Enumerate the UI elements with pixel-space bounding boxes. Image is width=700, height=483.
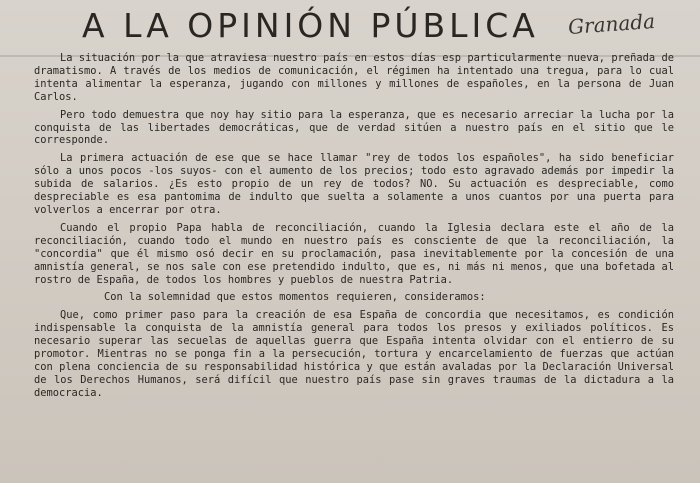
paragraph-1: La situación por la que atraviesa nuestro país en estos días esp particularmente nueva, preñada de dramatismo. A través de los medios de comunicación, el régimen ha intentado una tregua, para lo cual intenta alimentar la esperanza, jugando con millones y millones de españoles, en la persona de Juan Carlos. (34, 52, 674, 103)
paragraph-5: Con la solemnidad que estos momentos requieren, consideramos: (104, 291, 486, 304)
document-body (34, 52, 674, 405)
handwritten-signature: Granada (567, 8, 656, 40)
paragraph-2: Pero todo demuestra que noy hay sitio para la esperanza, que es necesario arreciar la lucha por la conquista de las libertades democráticas, que de verdad sitúen a nuestro país en el sitio que le corresponde. (34, 108, 674, 147)
paragraph-3: La primera actuación de ese que se hace llamar "rey de todos los españoles", ha sido beneficiar sólo a unos pocos -los suyos- con el aumento de los precios; todo esto agravado además por impedir la subida de salarios. ¿Es esto propio de un rey de todos? NO. Su actuación es despreciable, como despreciable es esa pantomima de indulto que suelta a solamente a unos cuantos por una puerta para volverlos a encerrar por otra. (34, 152, 674, 216)
document-title: A LA OPINIÓN PÚBLICA (82, 6, 539, 45)
paragraph-6: Que, como primer paso para la creación de esa España de concordia que necesitamos, es condición indispensable la conquista de la amnistía general para todos los presos y exiliados políticos. Es necesario superar las secuelas de aquellas guerra que España intenta olvidar con el entierro de su promotor. Mientras no se ponga fin a la persecución, tortura y encarcelamiento de fuerzas que actúan con plena conciencia de su responsabilidad histórica y que están avaladas por la Declaración Universal de los Derechos Humanos, será difícil que nuestro país pase sin graves traumas de la dictadura a la democracia. (34, 309, 674, 399)
paragraph-4: Cuando el propio Papa habla de reconciliación, cuando la Iglesia declara este el año de la reconciliación, cuando todo el mundo en nuestro país es consciente de que la reconciliación, la "concordia" que él mismo osó decir en su proclamación, pasa inevitablemente por la concesión de una amnistía general, se nos sale con ese pretendido indulto, que es, ni más ni menos, que una bofetada al rostro de España, de todos los hombres y pueblos de nuestra Patria. (34, 221, 674, 286)
